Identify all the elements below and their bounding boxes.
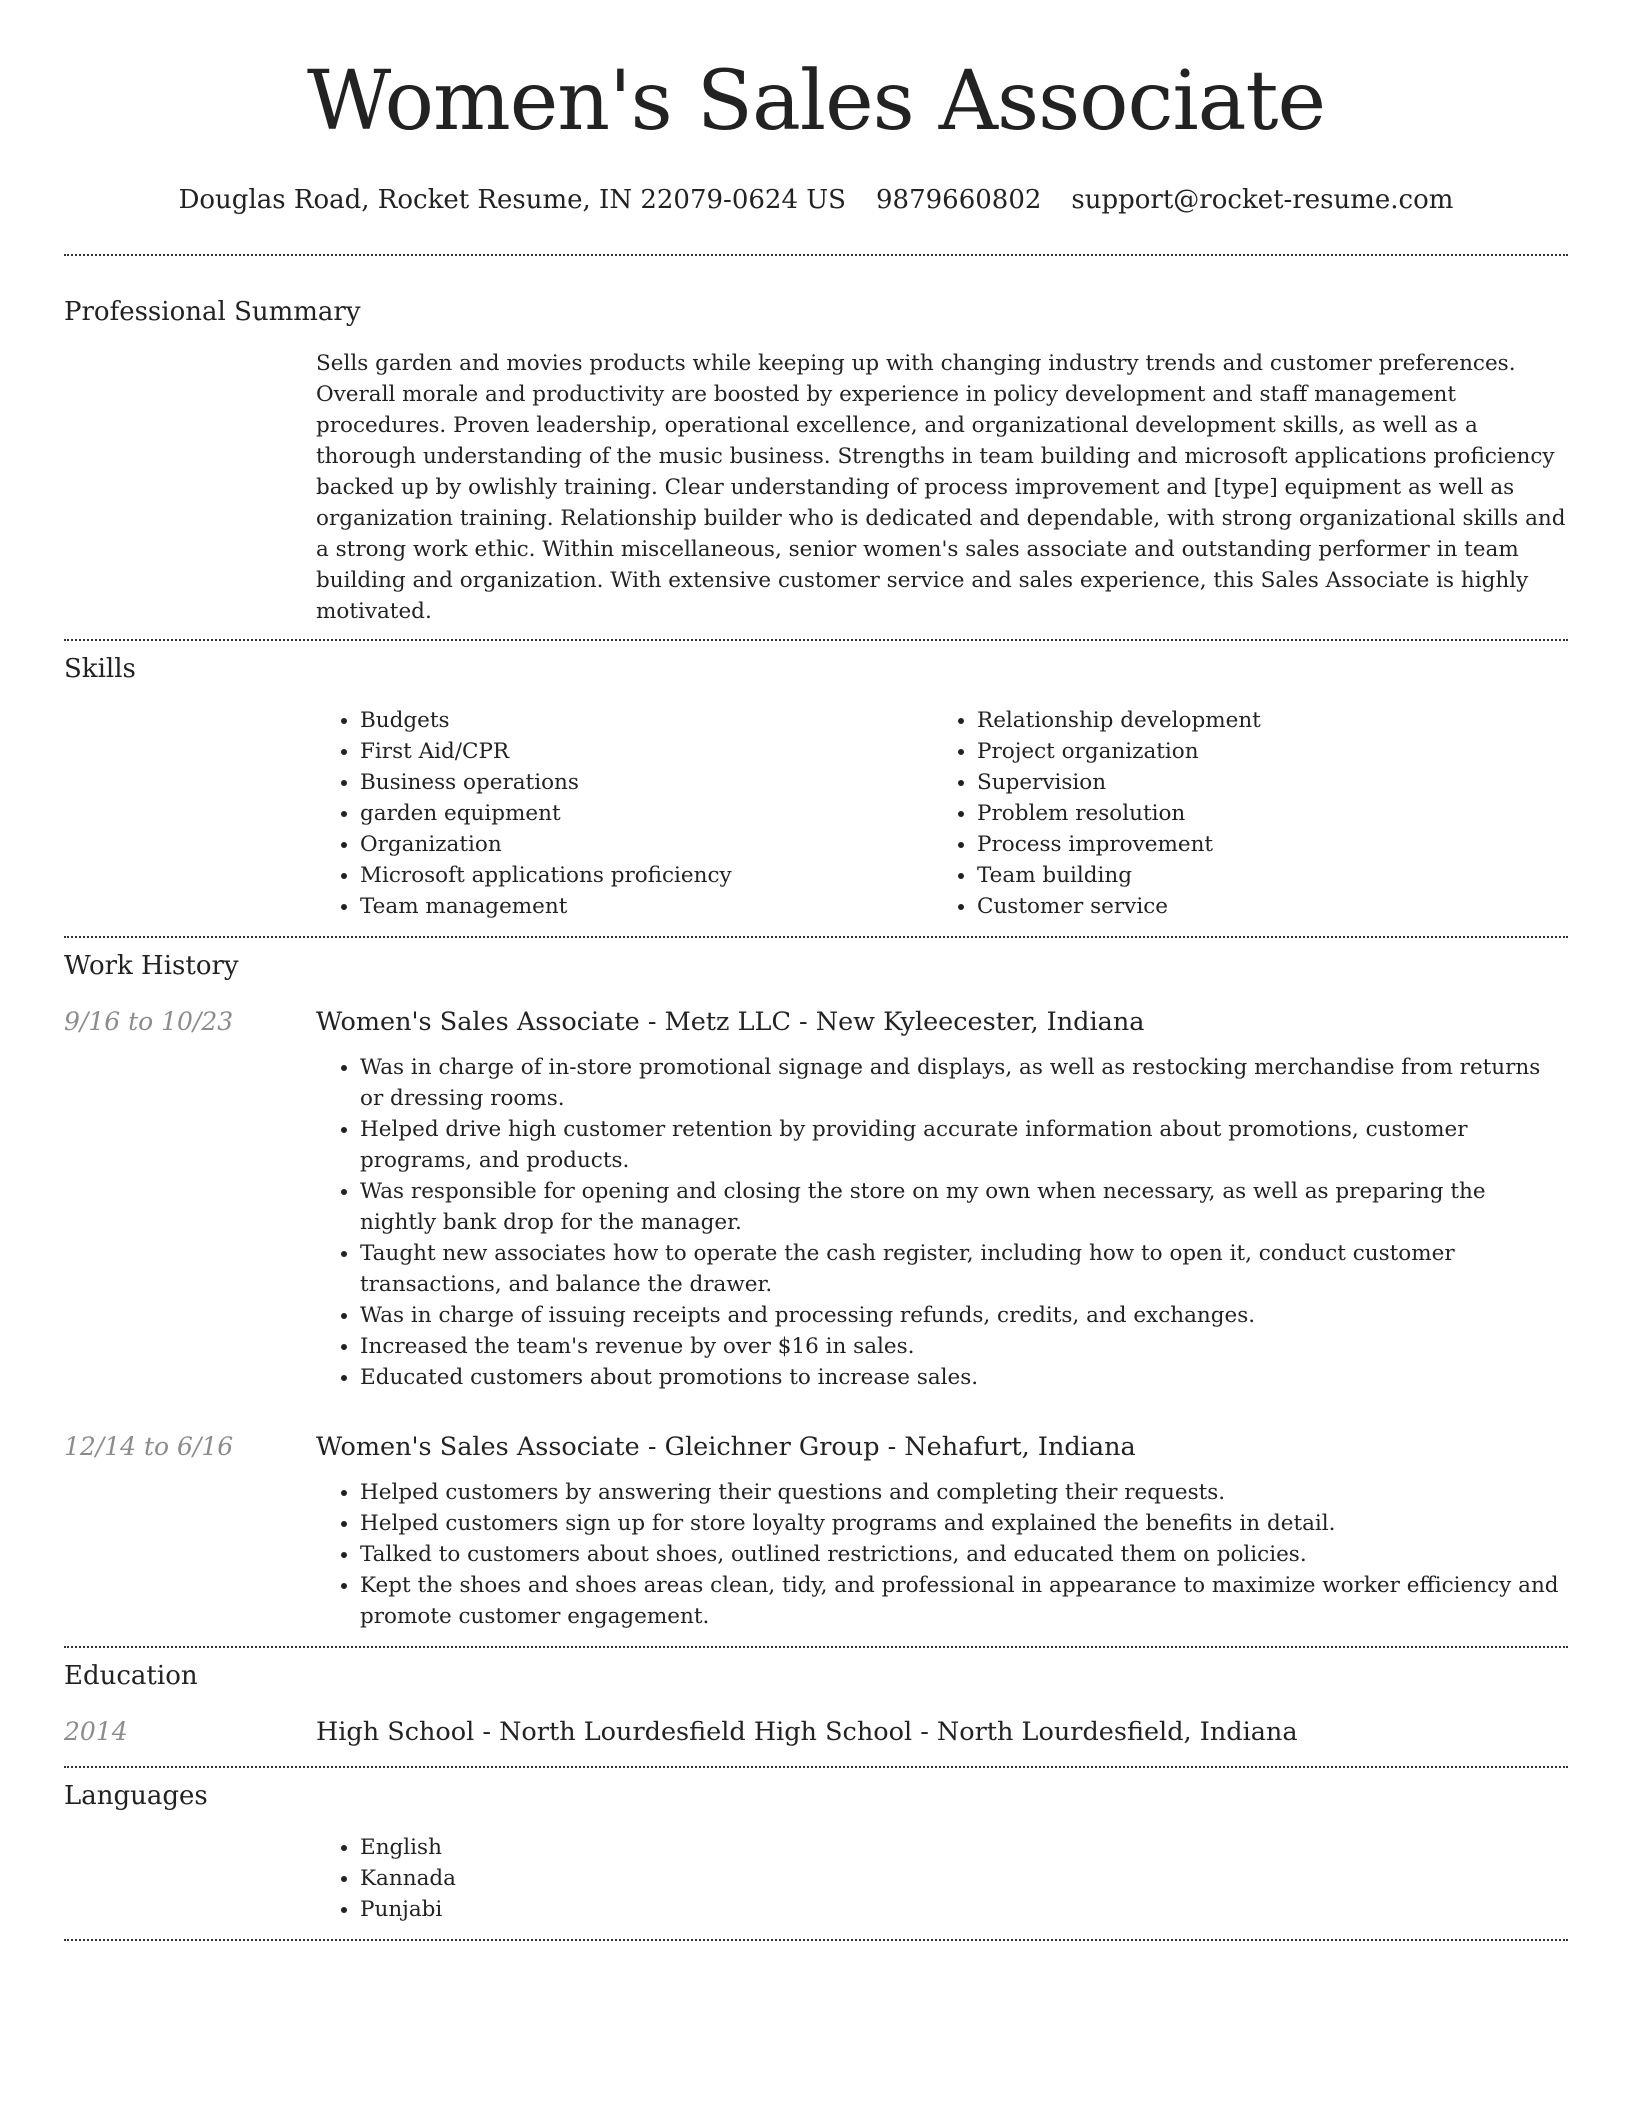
list-item: • Team management [360, 891, 933, 922]
skills-list-left [316, 705, 933, 922]
list-item: • Organization [360, 829, 933, 860]
list-item: • Supervision [977, 767, 1550, 798]
section-divider [64, 936, 1568, 938]
list-item: • First Aid/CPR [360, 736, 933, 767]
education-section [64, 1658, 1568, 1750]
skills-list-right [933, 705, 1550, 922]
list-item: • Was in charge of issuing receipts and processing refunds, credits, and exchanges. [360, 1300, 1568, 1331]
list-item: • Kannada [360, 1863, 1568, 1894]
education-heading: Education [64, 1661, 198, 1691]
skills-heading: Skills [64, 654, 136, 684]
list-item: • Was responsible for opening and closing the store on my own when necessary, as well as preparing the nightly bank drop for the manager. [360, 1176, 1568, 1238]
list-item: • English [360, 1832, 1568, 1863]
list-item: • Punjabi [360, 1894, 1568, 1925]
list-item: • Problem resolution [977, 798, 1550, 829]
languages-section [64, 1778, 1568, 1925]
skills-section [64, 651, 1568, 922]
list-item: • Helped drive high customer retention by providing accurate information about promotions, customer programs, and products. [360, 1114, 1568, 1176]
job-dates: 12/14 to 6/16 [64, 1432, 234, 1461]
education-title: High School - North Lourdesfield High School - North Lourdesfield, Indiana [316, 1717, 1298, 1747]
job-bullets [316, 1477, 1568, 1632]
resume-title: Women's Sales Associate [306, 54, 1326, 149]
list-item: • Customer service [977, 891, 1550, 922]
list-item: • Relationship development [977, 705, 1550, 736]
summary-text: Sells garden and movies products while keeping up with changing industry trends and customer preferences. Overall morale and productivity are boosted by experience in policy development and staff management procedures. Proven leadership, operational excellence, and organizational development skills, as well as a thorough understanding of the music business. Strengths in team building and microsoft applications proficiency backed up by owlishly training. Clear understanding of process improvement and [type] equipment as well as organization training. Relationship builder who is dedicated and dependable, with strong organizational skills and a strong work ethic. Within miscellaneous, senior women's sales associate and outstanding performer in team building and organization. With extensive customer service and sales experience, this Sales Associate is highly motivated. [316, 351, 1566, 624]
summary-section [64, 294, 1568, 627]
education-year: 2014 [64, 1717, 128, 1746]
list-item: • Business operations [360, 767, 933, 798]
list-item: • Talked to customers about shoes, outlined restrictions, and educated them on policies. [360, 1539, 1568, 1570]
contact-phone: 9879660802 [875, 185, 1042, 215]
list-item: • garden equipment [360, 798, 933, 829]
section-divider [64, 254, 1568, 256]
list-item: • Increased the team's revenue by over $16 in sales. [360, 1331, 1568, 1362]
list-item: • Project organization [977, 736, 1550, 767]
work-section [64, 948, 1568, 1632]
contact-email: support@rocket-resume.com [1071, 185, 1454, 215]
job-bullets [316, 1052, 1568, 1393]
list-item: • Helped customers sign up for store loyalty programs and explained the benefits in detail. [360, 1508, 1568, 1539]
section-divider [64, 639, 1568, 641]
list-item: • Taught new associates how to operate the cash register, including how to open it, conduct customer transactions, and balance the drawer. [360, 1238, 1568, 1300]
job-entry [64, 1429, 1568, 1632]
list-item: • Kept the shoes and shoes areas clean, tidy, and professional in appearance to maximize worker efficiency and promote customer engagement. [360, 1570, 1568, 1632]
job-title: Women's Sales Associate - Gleichner Group - Nehafurt, Indiana [316, 1432, 1136, 1462]
list-item: • Helped customers by answering their questions and completing their requests. [360, 1477, 1568, 1508]
job-entry [64, 1004, 1568, 1393]
languages-heading: Languages [64, 1781, 208, 1811]
summary-heading: Professional Summary [64, 297, 361, 327]
job-title: Women's Sales Associate - Metz LLC - New Kyleecester, Indiana [316, 1007, 1145, 1037]
section-divider [64, 1939, 1568, 1941]
list-item: • Microsoft applications proficiency [360, 860, 933, 891]
section-divider [64, 1646, 1568, 1648]
job-dates: 9/16 to 10/23 [64, 1007, 234, 1036]
list-item: • Educated customers about promotions to increase sales. [360, 1362, 1568, 1393]
list-item: • Team building [977, 860, 1550, 891]
section-divider [64, 1766, 1568, 1768]
contact-line [64, 180, 1568, 220]
list-item: • Budgets [360, 705, 933, 736]
work-heading: Work History [64, 951, 239, 981]
list-item: • Process improvement [977, 829, 1550, 860]
list-item: • Was in charge of in-store promotional signage and displays, as well as restocking merchandise from returns or dressing rooms. [360, 1052, 1568, 1114]
contact-address: Douglas Road, Rocket Resume, IN 22079-0624 US [178, 185, 846, 215]
languages-list [316, 1832, 1568, 1925]
